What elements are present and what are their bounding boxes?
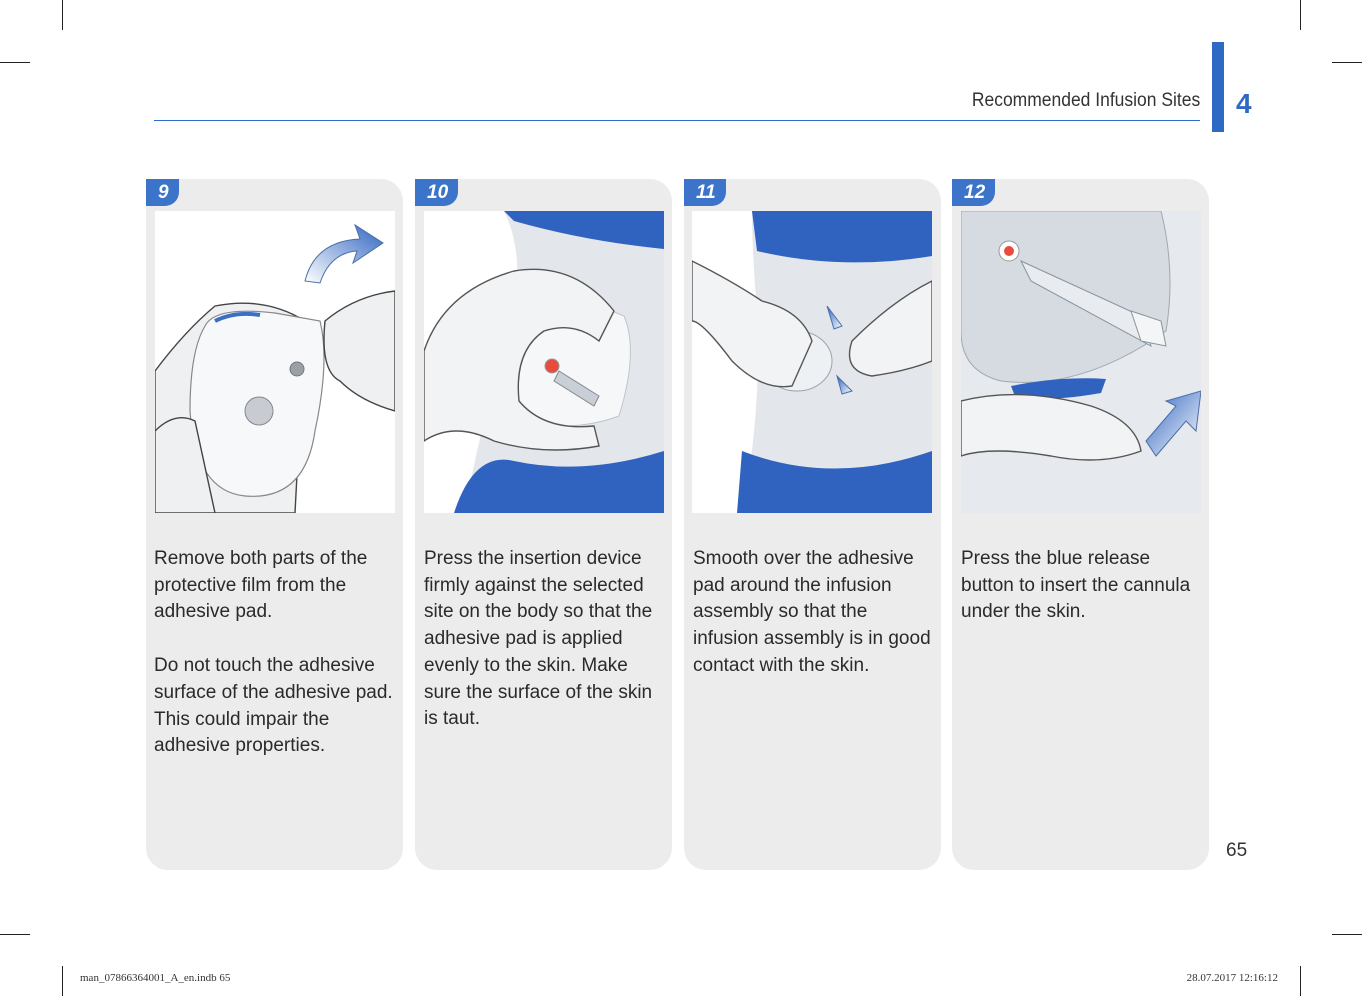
header-divider <box>154 120 1200 121</box>
crop-mark <box>62 966 63 996</box>
step-illustration-press-device <box>424 211 664 513</box>
instruction-paragraph: Remove both parts of the protective film from the adhesive pad. <box>154 548 368 623</box>
print-timestamp: 28.07.2017 12:16:12 <box>1186 972 1278 984</box>
step-illustration-remove-film <box>155 211 395 513</box>
section-title: Recommended Infusion Sites <box>971 90 1200 111</box>
crop-mark <box>1332 934 1362 935</box>
chapter-number: 4 <box>1236 88 1252 119</box>
print-file-info: man_07866364001_A_en.indb 65 <box>80 972 231 984</box>
step-number-badge: 10 <box>415 179 458 206</box>
step-instructions <box>693 546 937 707</box>
crop-mark <box>1332 62 1362 63</box>
step-illustration-release-button <box>961 211 1201 513</box>
crop-mark <box>0 62 30 63</box>
crop-mark <box>1300 966 1301 996</box>
step-number-badge: 11 <box>684 179 726 206</box>
step-instructions <box>154 546 398 787</box>
step-instructions <box>424 546 668 760</box>
step-number-badge: 9 <box>146 179 179 206</box>
instruction-paragraph: Press the blue release button to insert the cannula under the skin. <box>961 548 1191 623</box>
instruction-paragraph: Do not touch the adhesive surface of the adhesive pad. This could impair the adhesive properties. <box>154 655 393 757</box>
step-instructions <box>961 546 1205 653</box>
step-illustration-smooth-pad <box>692 211 932 513</box>
crop-mark <box>1300 0 1301 30</box>
instruction-paragraph: Press the insertion device firmly against the selected site on the body so that the adhesive pad is applied evenly to the skin. Make sure the surface of the skin is taut. <box>424 548 653 730</box>
page-number: 65 <box>1226 840 1248 861</box>
instruction-paragraph: Smooth over the adhesive pad around the infusion assembly so that the infusion assembly is in good contact with the skin. <box>693 548 931 676</box>
crop-mark <box>0 934 30 935</box>
step-number-badge: 12 <box>952 179 995 206</box>
chapter-tab <box>1212 42 1224 132</box>
crop-mark <box>62 0 63 30</box>
